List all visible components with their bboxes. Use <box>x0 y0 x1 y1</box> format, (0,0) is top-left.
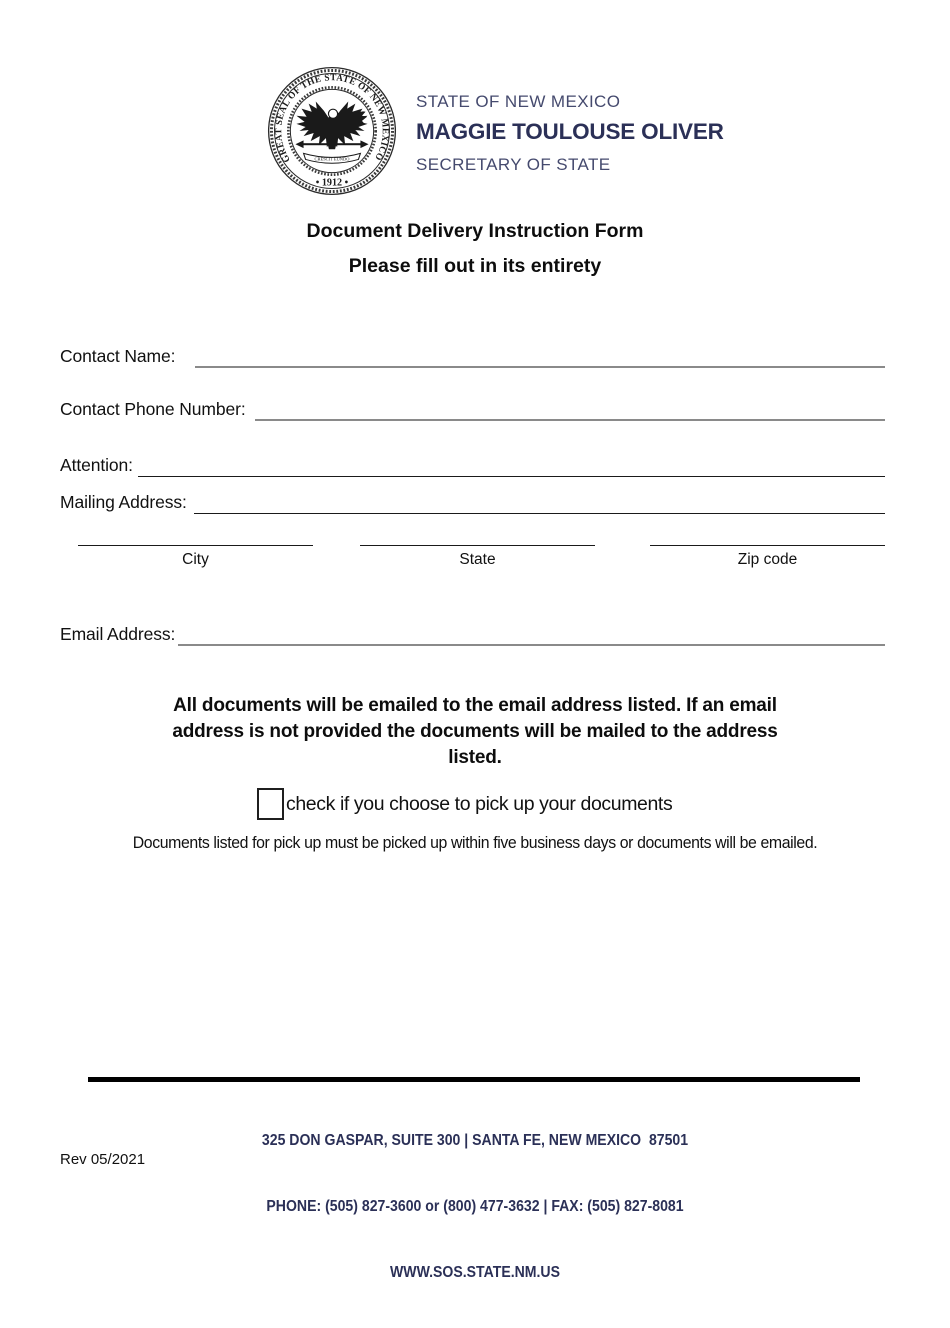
attention-label: Attention: <box>60 455 133 475</box>
letterhead <box>416 92 724 175</box>
contact-name-label: Contact Name: <box>60 346 176 366</box>
email-label: Email Address: <box>60 624 176 644</box>
letterhead-official-name: MAGGIE TOULOUSE OLIVER <box>416 119 724 144</box>
state-field[interactable] <box>360 524 595 546</box>
mailing-address-row <box>60 488 885 514</box>
nm-state-seal-logo <box>267 66 397 196</box>
notice-line-3: listed. <box>448 747 502 768</box>
email-row <box>60 620 885 646</box>
contact-name-field[interactable] <box>195 365 885 368</box>
pickup-checkbox[interactable] <box>257 788 284 820</box>
email-field[interactable] <box>178 643 885 646</box>
contact-phone-label: Contact Phone Number: <box>60 399 246 419</box>
contact-name-row <box>60 342 885 368</box>
pickup-checkbox-label: check if you choose to pick up your documents <box>286 793 673 815</box>
attention-row <box>60 451 885 477</box>
page-title-line2: Please fill out in its entirety <box>348 255 602 277</box>
page-title <box>0 220 950 278</box>
notice-line-1: All documents will be emailed to the email address listed. If an email <box>173 695 777 716</box>
notice-line-2: address is not provided the documents will be mailed to the address <box>172 721 778 742</box>
seal-year-text: • 1912 • <box>315 177 349 189</box>
email-delivery-notice <box>0 693 950 771</box>
zip-label: Zip code <box>737 551 798 568</box>
footer-rule <box>88 1077 860 1082</box>
mailing-address-label: Mailing Address: <box>60 492 187 512</box>
contact-phone-field[interactable] <box>255 418 885 421</box>
letterhead-state: STATE OF NEW MEXICO <box>416 92 621 111</box>
page-title-line1: Document Delivery Instruction Form <box>306 220 644 242</box>
city-field[interactable] <box>78 524 313 546</box>
footer-contact-block <box>57 1086 893 1328</box>
letterhead-office: SECRETARY OF STATE <box>416 155 611 174</box>
revision-label: Rev 05/2021 <box>60 1151 146 1168</box>
seal-motto-text: CRESCIT EUNDO <box>314 156 350 162</box>
contact-phone-row <box>60 395 885 421</box>
footer-phone-fax: PHONE: (505) 827-3600 or (800) 477-3632 | FAX: (505) 827-8081 <box>266 1198 684 1215</box>
state-label: State <box>459 551 496 568</box>
seal-ring-text: GREAT SEAL OF THE STATE OF NEW MEXICO <box>274 73 390 164</box>
footer-address: 325 DON GASPAR, SUITE 300 | SANTA FE, NEW MEXICO 87501 <box>261 1132 689 1149</box>
zip-field[interactable] <box>650 524 885 546</box>
attention-field[interactable] <box>138 475 885 477</box>
pickup-note: Documents listed for pick up must be picked up within five business days or documents will be emailed. <box>132 834 818 852</box>
pickup-option-row <box>257 788 672 820</box>
mailing-address-field[interactable] <box>194 512 885 514</box>
footer-website: WWW.SOS.STATE.NM.US <box>389 1264 560 1281</box>
city-label: City <box>182 551 209 568</box>
